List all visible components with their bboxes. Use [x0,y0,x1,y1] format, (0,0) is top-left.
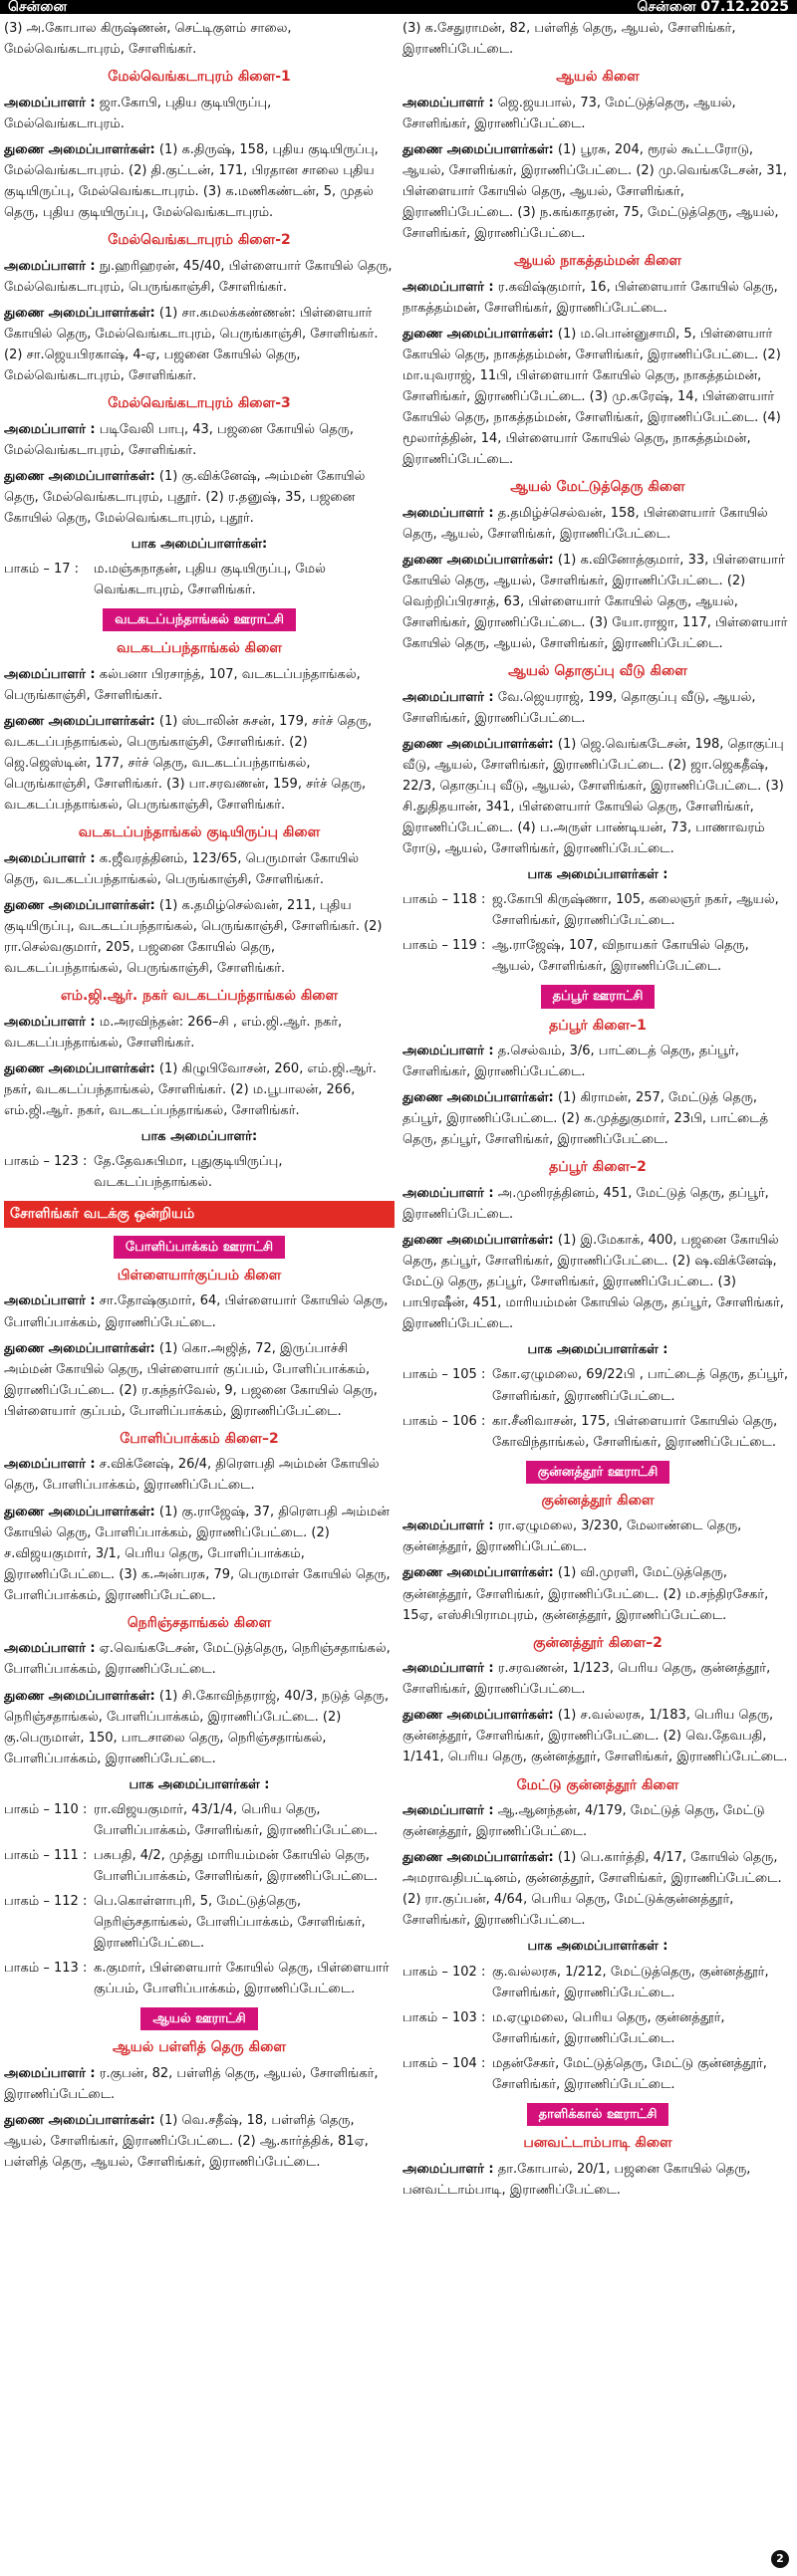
member-details: ர.சரவணன், 1/123, பெரிய தெரு, குன்னத்தூர், சோளிங்கர், இராணிப்பேட்டை. [402,1661,771,1698]
member-details: (1) சி.கோவிந்தராஜ், 40/3, நடுத் தெரு, நெரிஞ்சதாங்கல், போளிப்பாக்கம், இராணிப்பேட்டை. (2) கு.பெருமாள், 150, பாடசாலை தெரு, நெரிஞ்சதாங்கல், போளிப்பாக்கம், இராணிப்பேட்டை. [4,1688,390,1766]
member-entry [4,2110,395,2173]
masthead-date: சென்னை 07.12.2025 [637,0,789,14]
booth-number: பாகம் – 123 : [4,1154,88,1169]
member-details: சா.தோஷ்குமார், 64, பிள்ளையார் கோயில் தெரு, போளிப்பாக்கம், இராணிப்பேட்டை. [4,1293,389,1330]
booth-details: க.குமார், பிள்ளையார் கோயில் தெரு, பிள்ளையார் குப்பம், போளிப்பாக்கம், இராணிப்பேட்டை. [94,1961,390,1997]
member-entry [4,419,395,461]
member-entry [402,139,793,244]
member-entry [402,324,793,470]
booth-details: மதன்சேகர், மேட்டுத்தெரு, மேட்டு குன்னத்தூர், சோளிங்கர், இராணிப்பேட்டை. [492,2055,767,2092]
role-label: துணை அமைப்பாளர்கள்: [4,141,155,157]
booth-entry [4,1151,395,1193]
member-entry [4,1290,395,1332]
member-details: (1) க.தமிழ்செல்வன், 211, புதிய குடியிருப்பு, வடகடப்பந்தாங்கல், பெருங்காஞ்சி, சோளிங்கர். (2) ரா.செல்வகுமார், 205, பஜனை கோயில் தெரு, வடகடப்பந்தாங்கல், பெருங்காஞ்சி, சோளிங்கர். [4,897,383,976]
member-entry [402,503,793,545]
member-entry [402,1230,793,1334]
booth-entry [4,1891,395,1954]
branch-heading: ஆயல் மேட்டுத்தெரு கிளை [510,479,685,496]
booth-number: பாகம் – 105 : [402,1367,486,1383]
member-details: (1) கொ.அஜித், 72, இருப்பாச்சி அம்மன் கோயில் தெரு, பிள்ளையார் குப்பம், போளிப்பாக்கம், இராணிப்பேட்டை. (2) ர.கந்தர்வேல், 9, பஜனை கோயில் தெரு, பிள்ளையார் குப்பம், போளிப்பாக்கம், இராணிப்பேட்டை. [4,1340,378,1419]
booth-section-heading: பாக அமைப்பாளர்கள்: [131,536,268,552]
union-banner: சோளிங்கர் வடக்கு ஒன்றியம் [4,1201,395,1228]
member-entry [402,1183,793,1225]
branch-heading: எம்.ஜி.ஆர். நகர் வடகடப்பந்தாங்கல் கிளை [60,988,339,1005]
role-label: அமைப்பாளர் : [402,689,494,705]
role-label: அமைப்பாளர் : [402,1519,494,1534]
role-label: துணை அமைப்பாளர்கள்: [402,1090,554,1106]
booth-entry [4,559,395,600]
member-details: (1) சா.கமலக்கண்ணன்: பிள்ளையார் கோயில் தெரு, மேல்வெங்கடாபுரம், பெருங்காஞ்சி, சோளிங்கர். (2) சா.ஜெயபிரகாஷ், 4-ஏ, பஜனை கோயில் தெரு, மேல்வெங்கடாபுரம், சோளிங்கர். [4,305,379,383]
member-entry [4,1454,395,1496]
role-label: அமைப்பாளர் : [4,1641,96,1657]
booth-details: கா.சீனிவாசன், 175, பிள்ளையார் கோயில் தெரு, கோவிந்தாங்கல், சோளிங்கர், இராணிப்பேட்டை. [492,1413,778,1450]
member-details: நு.ஹரிஹரன், 45/40, பிள்ளையார் கோயில் தெரு, மேல்வெங்கடாபுரம், பெருங்காஞ்சி, சோளிங்கர். [4,258,393,295]
member-entry [402,734,793,859]
member-details: (1) கிராமன், 257, மேட்டுத் தெரு, தப்பூர், இராணிப்பேட்டை. (2) க.முத்துகுமார், 23பி, பாட்டைத் தெரு, தப்பூர், சோளிங்கர், இராணிப்பேட்டை. [402,1090,769,1148]
masthead-left: சென்னை [8,0,68,14]
branch-heading: மேல்வெங்கடாபுரம் கிளை-1 [108,69,291,86]
role-label: அமைப்பாளர் : [402,95,494,111]
branch-heading: நெரிஞ்சதாங்கல் கிளை [127,1614,272,1631]
booth-number: பாகம் – 17 : [4,561,80,577]
booth-section-heading: பாக அமைப்பாளர்கள் : [527,1939,668,1955]
booth-number: பாகம் – 110 : [4,1801,88,1817]
member-details: (1) ம.பொன்னுசாமி, 5, பிள்ளையார் கோயில் தெரு, நாகத்தம்மன், சோளிங்கர், இராணிப்பேட்டை. (2) மா.யுவராஜ், 11பி, பிள்ளையார் கோயில் தெரு, நாகத்தம்மன், சோளிங்கர், இராணிப்பேட்டை. (3) மு.சுரேஷ், 14, பிள்ளையார் கோயில் தெரு, நாகத்தம்மன், சோளிங்கர், இராணிப்பேட்டை. (4) மூலார்த்தின், 14, பிள்ளையார் கோயில் தெரு, நாகத்தம்மன், இராணிப்பேட்டை. [402,326,781,468]
member-details: ர.குபன், 82, பள்ளித் தெரு, ஆயல், சோளிங்கர், இராணிப்பேட்டை. [4,2065,379,2102]
booth-entry [402,1962,793,2003]
booth-number: பாகம் – 113 : [4,1961,88,1977]
booth-section-heading: பாக அமைப்பாளர்கள் : [129,1776,270,1792]
role-label: துணை அமைப்பாளர்கள்: [402,141,554,157]
member-details: (1) வெ.சதீஷ், 18, பள்ளித் தெரு, ஆயல், சோளிங்கர், இராணிப்பேட்டை. (2) ஆ.கார்த்திக், 81ஏ, பள்ளித் தெரு, ஆயல், சோளிங்கர், இராணிப்பேட்டை. [4,2113,369,2171]
role-label: துணை அமைப்பாளர்கள்: [4,1060,155,1076]
booth-details: பெ.கொள்ளாபுரி, 5, மேட்டுத்தெரு, நெரிஞ்சதாங்கல், போளிப்பாக்கம், சோளிங்கர், இராணிப்பேட்டை. [94,1893,366,1952]
branch-heading: குன்னத்தூர் கிளை–2 [533,1634,663,1651]
role-label: அமைப்பாளர் : [4,421,96,437]
booth-details: ஜ.கோபி கிருஷ்ணா, 105, கலைஞர் நகர், ஆயல், சோளிங்கர், இராணிப்பேட்டை. [492,892,779,929]
booth-number: பாகம் – 102 : [402,1964,486,1980]
member-details: ர.கவிஷ்குமார், 16, பிள்ளையார் கோயில் தெரு, நாகத்தம்மன், சோளிங்கர், இராணிப்பேட்டை. [402,279,778,316]
role-label: அமைப்பாளர் : [4,1457,96,1473]
member-details: அ.முனிரத்தினம், 451, மேட்டுத் தெரு, தப்பூர், இராணிப்பேட்டை. [402,1186,769,1223]
role-label: துணை அமைப்பாளர்கள்: [4,713,155,729]
role-label: அமைப்பாளர் : [4,95,96,111]
role-label: அமைப்பாளர் : [402,1661,494,1677]
member-entry [402,277,793,319]
branch-heading: பனவட்டாம்பாடி கிளை [523,2134,672,2151]
panchayat-heading [402,985,793,1008]
member-entry [4,1338,395,1422]
member-entry [4,664,395,706]
booth-details: ரா.விஜயகுமார், 43/1/4, பெரிய தெரு, போளிப்பாக்கம், சோளிங்கர், இராணிப்பேட்டை. [94,1801,379,1838]
member-details: (1) கு.ராஜேஷ், 37, திரௌபதி அம்மன் கோயில் தெரு, போளிப்பாக்கம், இராணிப்பேட்டை. (2) ச.விஜயகுமார், 3/1, பெரிய தெரு, போளிப்பாக்கம், இராணிப்பேட்டை. (3) க.அன்பரசு, 79, பெருமாள் கோயில் தெரு, போளிப்பாக்கம், இராணிப்பேட்டை. [4,1504,391,1603]
member-details: க.ஜீவரத்தினம், 123/65, பெருமாள் கோயில் தெரு, வடகடப்பந்தாங்கல், பெருங்காஞ்சி, சோளிங்கர். [4,850,360,887]
member-details: ச.விக்னேஷ், 26/4, திரௌபதி அம்மன் கோயில் தெரு, போளிப்பாக்கம், இராணிப்பேட்டை. [4,1457,380,1494]
branch-heading: தப்பூர் கிளை–1 [549,1017,647,1034]
member-entry [402,93,793,134]
member-entry [4,1058,395,1121]
member-entry [402,1800,793,1842]
role-label: துணை அமைப்பாளர்கள்: [4,1688,155,1704]
article-columns [0,14,797,2552]
branch-heading: மேல்வெங்கடாபுரம் கிளை-2 [108,232,291,249]
member-entry [4,256,395,298]
booth-details: ம.மஞ்சுநாதன், புதிய குடியிருப்பு, மேல் வெங்கடாபுரம், சோளிங்கர். [94,561,326,597]
role-label: அமைப்பாளர் : [402,1803,494,1819]
member-details: (1) பெ.கார்த்தி, 4/17, கோயில் தெரு, அமராவதிபட்டினம், குன்னத்தூர், சோளிங்கர், இராணிப்பேட்டை. (2) ரா.குப்பன், 4/64, பெரிய தெரு, மேட்டுக்குன்னத்தூர், சோளிங்கர், இராணிப்பேட்டை. [402,1850,782,1929]
role-label: அமைப்பாளர் : [402,505,494,521]
member-details: (1) பூரசு, 204, ரூரல் கூட்டரோடு, ஆயல், சோளிங்கர், இராணிப்பேட்டை. (2) மு.வெங்கடேசன், 31, பிள்ளையார் கோயில் தெரு, ஆயல், சோளிங்கர், இராணிப்பேட்டை. (3) ந.கங்காதரன், 75, மேட்டுத்தெரு, ஆயல், சோளிங்கர், இராணிப்பேட்டை. [402,141,788,242]
member-entry [402,1705,793,1767]
booth-number: பாகம் – 106 : [402,1413,486,1429]
panchayat-heading-label: ஆயல் ஊராட்சி [140,2007,257,2030]
branch-heading: போளிப்பாக்கம் கிளை–2 [120,1430,279,1447]
member-entry [402,687,793,729]
panchayat-heading-label: போளிப்பாக்கம் ஊராட்சி [114,1236,285,1259]
booth-entry [402,935,793,977]
branch-heading: தப்பூர் கிளை–2 [549,1159,647,1176]
branch-heading: மேட்டு குன்னத்தூர் கிளை [516,1776,679,1793]
member-details: ரா.ஏழுமலை, 3/230, மேலாண்டை தெரு, குன்னத்தூர், இராணிப்பேட்டை. [402,1519,742,1555]
panchayat-heading [402,2103,793,2126]
booth-section-heading: பாக அமைப்பாளர்கள் : [527,1342,668,1358]
booth-number: பாகம் – 111 : [4,1847,88,1863]
branch-heading: ஆயல் கிளை [556,69,640,86]
branch-heading: ஆயல் தொகுப்பு வீடு கிளை [508,663,687,680]
role-label: அமைப்பாளர் : [4,1293,96,1309]
role-label: துணை அமைப்பாளர்கள்: [402,1850,554,1866]
member-entry [4,303,395,386]
member-entry [4,1012,395,1054]
booth-number: பாகம் – 112 : [4,1893,88,1909]
panchayat-heading [4,608,395,631]
member-entry [402,550,793,654]
branch-heading: ஆயல் நாகத்தம்மன் கிளை [513,253,682,270]
booth-entry [402,1364,793,1406]
member-entry [402,1516,793,1557]
role-label: துணை அமைப்பாளர்கள்: [4,305,155,321]
masthead-bar [0,0,797,14]
branch-heading: வடகடப்பந்தாங்கல் குடியிருப்பு கிளை [78,824,321,841]
role-label: துணை அமைப்பாளர்கள்: [4,468,155,484]
panchayat-heading [4,2007,395,2030]
role-label: அமைப்பாளர் : [4,666,96,682]
member-details: (1) இ.மேகாக், 400, பஜனை கோயில் தெரு, தப்பூர், சோளிங்கர், இராணிப்பேட்டை. (2) ஷ.விக்னேஷ், மேட்டு தெரு, தப்பூர், சோளிங்கர், இராணிப்பேட்டை. (3) பாபிரஷீன், 451, மாரியம்மன் கோயில் தெரு, தப்பூர், சோளிங்கர், இராணிப்பேட்டை. [402,1233,784,1332]
role-label: துணை அமைப்பாளர்கள்: [402,736,554,752]
member-details: த.செல்வம், 3/6, பாட்டைத் தெரு, தப்பூர், சோளிங்கர், இராணிப்பேட்டை. [402,1044,739,1080]
panchayat-heading-label: தப்பூர் ஊராட்சி [541,985,656,1008]
role-label: அமைப்பாளர் : [4,2065,96,2081]
booth-details: பசுபதி, 4/2, முத்து மாரியம்மன் கோயில் தெரு, போளிப்பாக்கம், சோளிங்கர், இராணிப்பேட்டை. [94,1847,379,1884]
member-details: (1) க.திருஷ், 158, புதிய குடியிருப்பு, மேல்வெங்கடாபுரம். (2) தி.குட்டன், 171, பிரதான சாலை புதிய குடியிருப்பு, மேல்வெங்கடாபுரம். (3) க.மணிகண்டன், 5, முதல் தெரு, புதிய குடியிருப்பு, மேல்வெங்கடாபுரம். [4,141,379,220]
panchayat-heading-label: குன்னத்தூர் ஊராட்சி [526,1461,670,1484]
role-label: துணை அமைப்பாளர்கள்: [402,1565,554,1581]
continuation-text: (3) அ.கோபால கிருஷ்ணன், செட்டிகுளம் சாலை, மேல்வெங்கடாபுரம், சோளிங்கர். [4,21,292,58]
booth-details: தே.தேவசுபிமா, புதுகுடியிருப்பு, வடகடப்பந்தாங்கல். [94,1154,283,1191]
role-label: அமைப்பாளர் : [402,279,494,295]
branch-heading: குன்னத்தூர் கிளை [541,1492,655,1509]
member-entry [402,1041,793,1082]
member-details: (1) ஸ்டாலின் சுசன், 179, சர்ச் தெரு, வடகடப்பந்தாங்கல், பெருங்காஞ்சி, சோளிங்கர். (2) ஜெ.ஜெஸ்டின், 177, சர்ச் தெரு, வடகடப்பந்தாங்கல், பெருங்காஞ்சி, சோளிங்கர். (3) பா.சரவணன், 159, சர்ச் தெரு, வடகடப்பந்தாங்கல், பெருங்காஞ்சி, சோளிங்கர். [4,713,373,814]
member-details: ஜெ.ஜயபால், 73, மேட்டுத்தெரு, ஆயல், சோளிங்கர், இராணிப்பேட்டை. [402,95,736,131]
branch-heading: பிள்ளையார்குப்பம் கிளை [117,1267,282,1284]
member-details: (1) கிழுபிவோசன், 260, எம்.ஜி.ஆர். நகர், வடகடப்பந்தாங்கல், சோளிங்கர். (2) ம.பூபாலன், 266, எம்.ஜி.ஆர். நகர், வடகடப்பந்தாங்கல், சோளிங்கர். [4,1060,377,1118]
member-entry [402,2159,793,2201]
booth-entry [4,1845,395,1887]
role-label: துணை அமைப்பாளர்கள்: [402,552,554,568]
member-details: வே.ஜெயராஜ், 199, தொகுப்பு வீடு, ஆயல், சோளிங்கர், இராணிப்பேட்டை. [402,689,756,726]
branch-heading: ஆயல் பள்ளித் தெரு கிளை [113,2039,286,2056]
member-entry [402,1087,793,1150]
role-label: துணை அமைப்பாளர்கள்: [4,897,155,913]
booth-number: பாகம் – 118 : [402,892,486,908]
panchayat-heading [4,1236,395,1259]
role-label: அமைப்பாளர் : [4,258,96,274]
continuation-text: (3) க.சேதுராமன், 82, பள்ளித் தெரு, ஆயல், சோளிங்கர், இராணிப்பேட்டை. [402,21,736,58]
booth-entry [402,1411,793,1453]
member-entry [4,2063,395,2105]
member-entry [4,93,395,134]
panchayat-heading-label: தாளிக்கால் ஊராட்சி [527,2103,669,2126]
booth-entry [4,1958,395,1999]
member-details: (1) க.வினோத்குமார், 33, பிள்ளையார் கோயில் தெரு, ஆயல், சோளிங்கர், இராணிப்பேட்டை. (2) வெற்றிப்பிரசாத், 63, பிள்ளையார் கோயில் தெரு, ஆயல், சோளிங்கர், இராணிப்பேட்டை. (3) யோ.ராஜா, 117, பிள்ளையார் கோயில் தெரு, ஆயல், சோளிங்கர், இராணிப்பேட்டை. [402,552,788,652]
member-entry [4,1686,395,1769]
booth-section-heading: பாக அமைப்பாளர்கள் : [527,867,668,883]
role-label: துணை அமைப்பாளர்கள்: [402,326,554,342]
booth-entry [402,2053,793,2095]
member-details: ம.அரவிந்தன்: 266–சி , எம்.ஜி.ஆர். நகர், வடகடப்பந்தாங்கல், சோளிங்கர். [4,1014,343,1051]
role-label: துணை அமைப்பாளர்கள்: [4,1504,155,1520]
booth-details: கு.வல்லரசு, 1/212, மேட்டுத்தெரு, குன்னத்தூர், சோளிங்கர், இராணிப்பேட்டை. [492,1964,769,2000]
member-details: படிவேலி பாபு, 43, பஜனை கோயில் தெரு, மேல்வெங்கடாபுரம், சோளிங்கர். [4,421,354,458]
page-number-badge: 2 [771,2550,789,2568]
panchayat-heading-label: வடகடப்பந்தாங்கல் ஊராட்சி [103,608,296,631]
member-entry [4,711,395,816]
role-label: துணை அமைப்பாளர்கள்: [402,1708,554,1724]
member-entry [4,466,395,529]
role-label: அமைப்பாளர் : [4,850,96,866]
member-entry [4,139,395,223]
branch-heading: மேல்வெங்கடாபுரம் கிளை-3 [108,395,291,411]
booth-details: ம.ஏழுமலை, பெரிய தெரு, குன்னத்தூர், சோளிங்கர், இராணிப்பேட்டை. [492,2009,725,2046]
member-details: (1) ச.வல்லரசு, 1/183, பெரிய தெரு, குன்னத்தூர், சோளிங்கர், இராணிப்பேட்டை. (2) வெ.தேவபதி, 1/141, பெரிய தெரு, குன்னத்தூர், சோளிங்கர், இராணிப்பேட்டை. [402,1708,788,1765]
left-column [4,18,395,2552]
booth-details: கோ.ஏழுமலை, 69/22பி , பாட்டைத் தெரு, தப்பூர், சோளிங்கர், இராணிப்பேட்டை. [492,1367,789,1404]
booth-entry [4,1799,395,1841]
booth-details: ஆ.ராஜேஷ், 107, விநாயகர் கோயில் தெரு, ஆயல், சோளிங்கர், இராணிப்பேட்டை. [492,938,749,975]
booth-section-heading: பாக அமைப்பாளர்: [140,1128,258,1144]
role-label: அமைப்பாளர் : [402,2161,494,2177]
role-label: அமைப்பாளர் : [402,1044,494,1059]
member-details: த.தமிழ்ச்செல்வன், 158, பிள்ளையார் கோயில் தெரு, ஆயல், சோளிங்கர், இராணிப்பேட்டை. [402,505,768,542]
member-entry [4,848,395,890]
member-entry [4,1638,395,1680]
member-entry [402,1847,793,1931]
member-details: ஏ.வெங்கடேசன், மேட்டுத்தெரு, நெரிஞ்சதாங்கல், போளிப்பாக்கம், இராணிப்பேட்டை. [4,1641,391,1678]
member-details: (1) கு.விக்னேஷ், அம்மன் கோயில் தெரு, மேல்வெங்கடாபுரம், புதூர். (2) ர.தனுஷ், 35, பஜனை கோயில் தெரு, மேல்வெங்கடாபுரம், புதூர். [4,468,366,526]
role-label: துணை அமைப்பாளர்கள்: [4,1340,155,1356]
booth-entry [402,889,793,931]
member-details: (1) வி.முரளி, மேட்டுத்தெரு, குன்னத்தூர், சோளிங்கர், இராணிப்பேட்டை. (2) ம.சந்திரசேகர், 15ஏ, எஸ்சிபிராமபுரம், குன்னத்தூர், இராணிப்பேட்டை. [402,1565,769,1623]
member-entry [402,1658,793,1700]
member-details: கல்பனா பிரசாந்த், 107, வடகடப்பந்தாங்கல், பெருங்காஞ்சி, சோளிங்கர். [4,666,361,703]
booth-number: பாகம் – 119 : [402,938,486,954]
member-entry [4,895,395,979]
role-label: அமைப்பாளர் : [402,1186,494,1202]
member-details: தா.கோபால், 20/1, பஜனை கோயில் தெரு, பனவட்டாம்பாடி, இராணிப்பேட்டை. [402,2161,751,2198]
member-entry [4,1502,395,1606]
booth-entry [402,2007,793,2049]
role-label: துணை அமைப்பாளர்கள்: [402,1233,554,1249]
member-details: ஜா.கோபி, புதிய குடியிருப்பு, மேல்வெங்கடாபுரம். [4,95,272,131]
member-details: (1) ஜெ.வெங்கடேசன், 198, தொகுப்பு வீடு, ஆயல், சோளிங்கர், இராணிப்பேட்டை. (2) ஜா.ஜெகதீஷ், 22/3, தொகுப்பு வீடு, ஆயல், சோளிங்கர், இராணிப்பேட்டை. (3) சி.துதிதயான், 341, பிள்ளையார் கோயில் தெரு, சோளிங்கர், இராணிப்பேட்டை. (4) ப.அருள் பாண்டியன், 73, பாணாவரம் ரோடு, ஆயல், சோளிங்கர், இராணிப்பேட்டை. [402,736,784,857]
panchayat-heading [402,1461,793,1484]
role-label: அமைப்பாளர் : [4,1014,96,1030]
branch-heading: வடகடப்பந்தாங்கல் கிளை [117,640,282,657]
role-label: துணை அமைப்பாளர்கள்: [4,2113,155,2128]
member-details: ஆ.ஆனந்தன், 4/179, மேட்டுத் தெரு, மேட்டு குன்னத்தூர், இராணிப்பேட்டை. [402,1803,765,1840]
right-column [402,18,793,2552]
booth-number: பாகம் – 104 : [402,2055,486,2071]
member-entry [402,1562,793,1625]
booth-number: பாகம் – 103 : [402,2009,486,2025]
